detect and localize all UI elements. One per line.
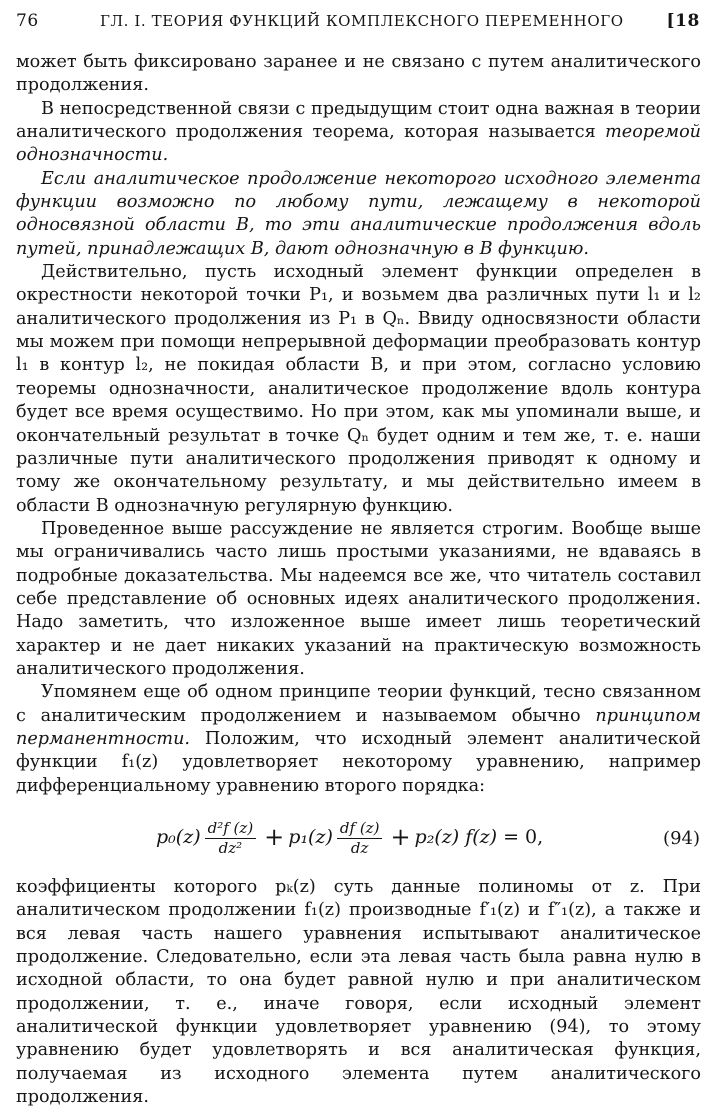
coefficient-p0: p₀(z) xyxy=(156,826,201,849)
fraction-numerator: df (z) xyxy=(337,819,383,839)
paragraph-text: Положим, что исходный элемент аналитической функции f₁(z) удовлетворяет некоторому уравнению, например дифференциальному уравнению второго порядка: xyxy=(16,728,701,796)
paragraph-remark: Проведенное выше рассуждение не является строгим. Вообще выше мы ограничивались часто лишь простыми указаниями, не вдаваясь в подробные доказательства. Мы надеемся все же, что читатель составил себе представление об основных идеях аналитического продолжения. Надо заметить, что изложенное выше имеет лишь теоретический характер и не дает никаких указаний на практическую возможность аналитического продолжения. xyxy=(16,518,701,679)
page-number: 76 xyxy=(16,11,39,31)
paragraph-text: Упомянем еще об одном принципе теории функций, тесно связанном с аналитическим продолжением и называемом обычно xyxy=(16,682,701,726)
term-uniqueness-theorem: теоремой однозначности. xyxy=(16,122,701,166)
equation-94 xyxy=(16,808,701,868)
coefficient-p1: p₁(z) xyxy=(288,826,333,849)
fraction-numerator: d²f (z) xyxy=(205,819,257,839)
paragraph-continuation: может быть фиксировано заранее и не связано с путем аналитического продолжения. xyxy=(16,52,701,96)
equation-body xyxy=(156,810,543,866)
fraction-denominator: dz xyxy=(350,838,369,857)
coefficient-p2-term: p₂(z) f(z) xyxy=(414,826,498,849)
paragraph-permanence xyxy=(16,681,701,798)
fraction-denominator: dz² xyxy=(218,838,243,857)
paragraph-theorem-intro xyxy=(16,98,701,168)
plus-sign: + xyxy=(390,823,411,852)
running-title: ГЛ. I. ТЕОРИЯ ФУНКЦИЙ КОМПЛЕКСНОГО ПЕРЕМЕННОГО xyxy=(100,12,624,30)
section-number: [18 xyxy=(666,11,700,31)
theorem-statement: Если аналитическое продолжение некоторого исходного элемента функции возможно по любому пути, лежащему в некоторой односвязной области B, то эти аналитические продолжения вдоль путей, принадлежащих B, дают однозначную в B функцию. xyxy=(16,168,701,259)
paragraph-conclusion: коэффициенты которого pₖ(z) суть данные полиномы от z. При аналитическом продолжении f₁(z) производные f′₁(z) и f″₁(z), а также и вся левая часть нашего уравнения испытывают аналитическое продолжение. Следовательно, если эта левая часть была равна нулю в исходной области, то она будет равной нулю и при аналитическом продолжении, т. е., иначе говоря, если исходный элемент аналитической функции удовлетворяет уравнению (94), то этому уравнению будет удовлетворять и вся аналитическая функция, получаемая из исходного элемента путем аналитического продолжения. xyxy=(16,877,701,1108)
paragraph-text: В непосредственной связи с предыдущим стоит одна важная в теории аналитического продолжения теорема, которая называется xyxy=(16,98,701,143)
plus-sign: + xyxy=(264,823,285,852)
first-derivative-fraction xyxy=(337,819,383,858)
second-derivative-fraction xyxy=(205,819,257,858)
paragraph-proof: Действительно, пусть исходный элемент функции определен в окрестности некоторой точки P₁, и возьмем два различных пути l₁ и l₂ аналитического продолжения из P₁ в Qₙ. Ввиду односвязности области мы можем при помощи непрерывной деформации преобразовать контур l₁ в контур l₂, не покидая области B, и при этом, согласно условию теоремы однозначности, аналитическое продолжение вдоль контура будет все время осуществимо. Но при этом, как мы упоминали выше, и окончательный результат в точке Qₙ будет одним и тем же, т. е. наши различные пути аналитического продолжения приводят к одному и тому же окончательному результату, и мы действительно имеем в области B однозначную регулярную функцию. xyxy=(16,262,701,516)
equation-number: (94) xyxy=(663,828,700,849)
term-permanence-principle: принципом перманентности. xyxy=(16,705,702,749)
page-header xyxy=(16,8,701,34)
equals-zero: = 0, xyxy=(503,826,544,849)
